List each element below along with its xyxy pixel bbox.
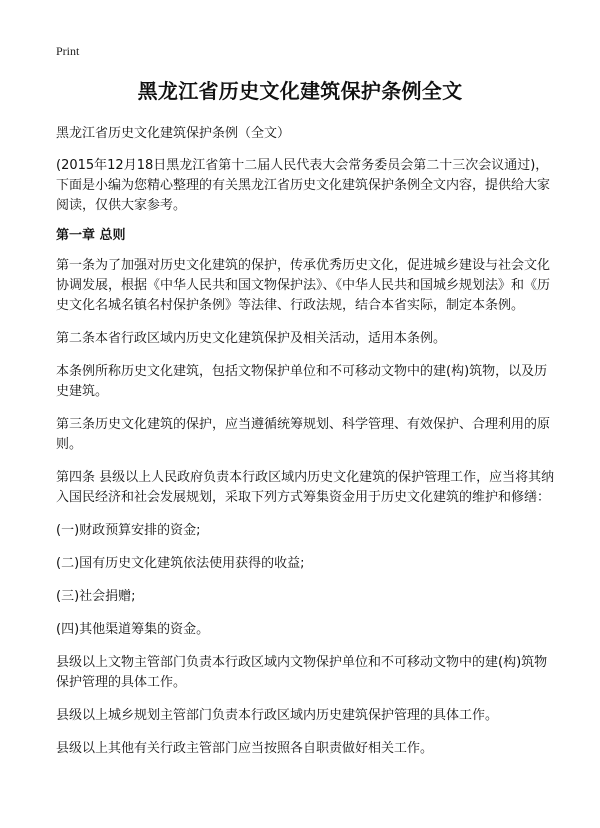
article-paragraph: 第三条历史文化建筑的保护，应当遵循统筹规划、科学管理、有效保护、合理利用的原则。 [56, 417, 551, 452]
list-item: (三)社会捐赠; [56, 589, 136, 604]
print-link[interactable]: Print [56, 44, 80, 58]
page-title: 黑龙江省历史文化建筑保护条例全文 [137, 79, 463, 103]
article-paragraph: 本条例所称历史文化建筑，包括文物保护单位和不可移动文物中的建(构)筑物，以及历史建筑。 [56, 364, 548, 399]
list-item: (四)其他渠道筹集的资金。 [56, 622, 210, 637]
article-paragraph: 县级以上文物主管部门负责本行政区域内文物保护单位和不可移动文物中的建(构)筑物保护管理的具体工作。 [56, 655, 548, 690]
article-paragraph: 第二条本省行政区域内历史文化建筑保护及相关活动，适用本条例。 [56, 331, 447, 346]
list-item: (一)财政预算安排的资金; [56, 523, 201, 538]
article-paragraph: 县级以上城乡规划主管部门负责本行政区域内历史建筑保护管理的具体工作。 [56, 708, 499, 723]
chapter-heading: 第一章 总则 [56, 228, 126, 243]
list-item: (二)国有历史文化建筑依法使用获得的收益; [56, 556, 305, 571]
article-paragraph: 第一条为了加强对历史文化建筑的保护，传承优秀历史文化，促进城乡建设与社会文化协调发展，根据《中华人民共和国文物保护法》、《中华人民共和国城乡规划法》和《历史文化名城名镇名村保护条例》等法律、行政法规，结合本省实际，制定本条例。 [56, 258, 551, 313]
article-paragraph: 第四条 县级以上人民政府负责本行政区域内历史文化建筑的保护管理工作，应当将其纳入国民经济和社会发展规划，采取下列方式筹集资金用于历史文化建筑的维护和修缮： [56, 470, 555, 505]
article-body [56, 124, 556, 772]
article-paragraph: 县级以上其他有关行政主管部门应当按照各自职责做好相关工作。 [56, 741, 434, 756]
article-intro: (2015年12月18日黑龙江省第十二届人民代表大会常务委员会第二十三次会议通过)，下面是小编为您精心整理的有关黑龙江省历史文化建筑保护条例全文内容，提供给大家阅读，仅供大家参考。 [56, 158, 551, 213]
article-subtitle: 黑龙江省历史文化建筑保护条例（全文） [56, 126, 291, 141]
